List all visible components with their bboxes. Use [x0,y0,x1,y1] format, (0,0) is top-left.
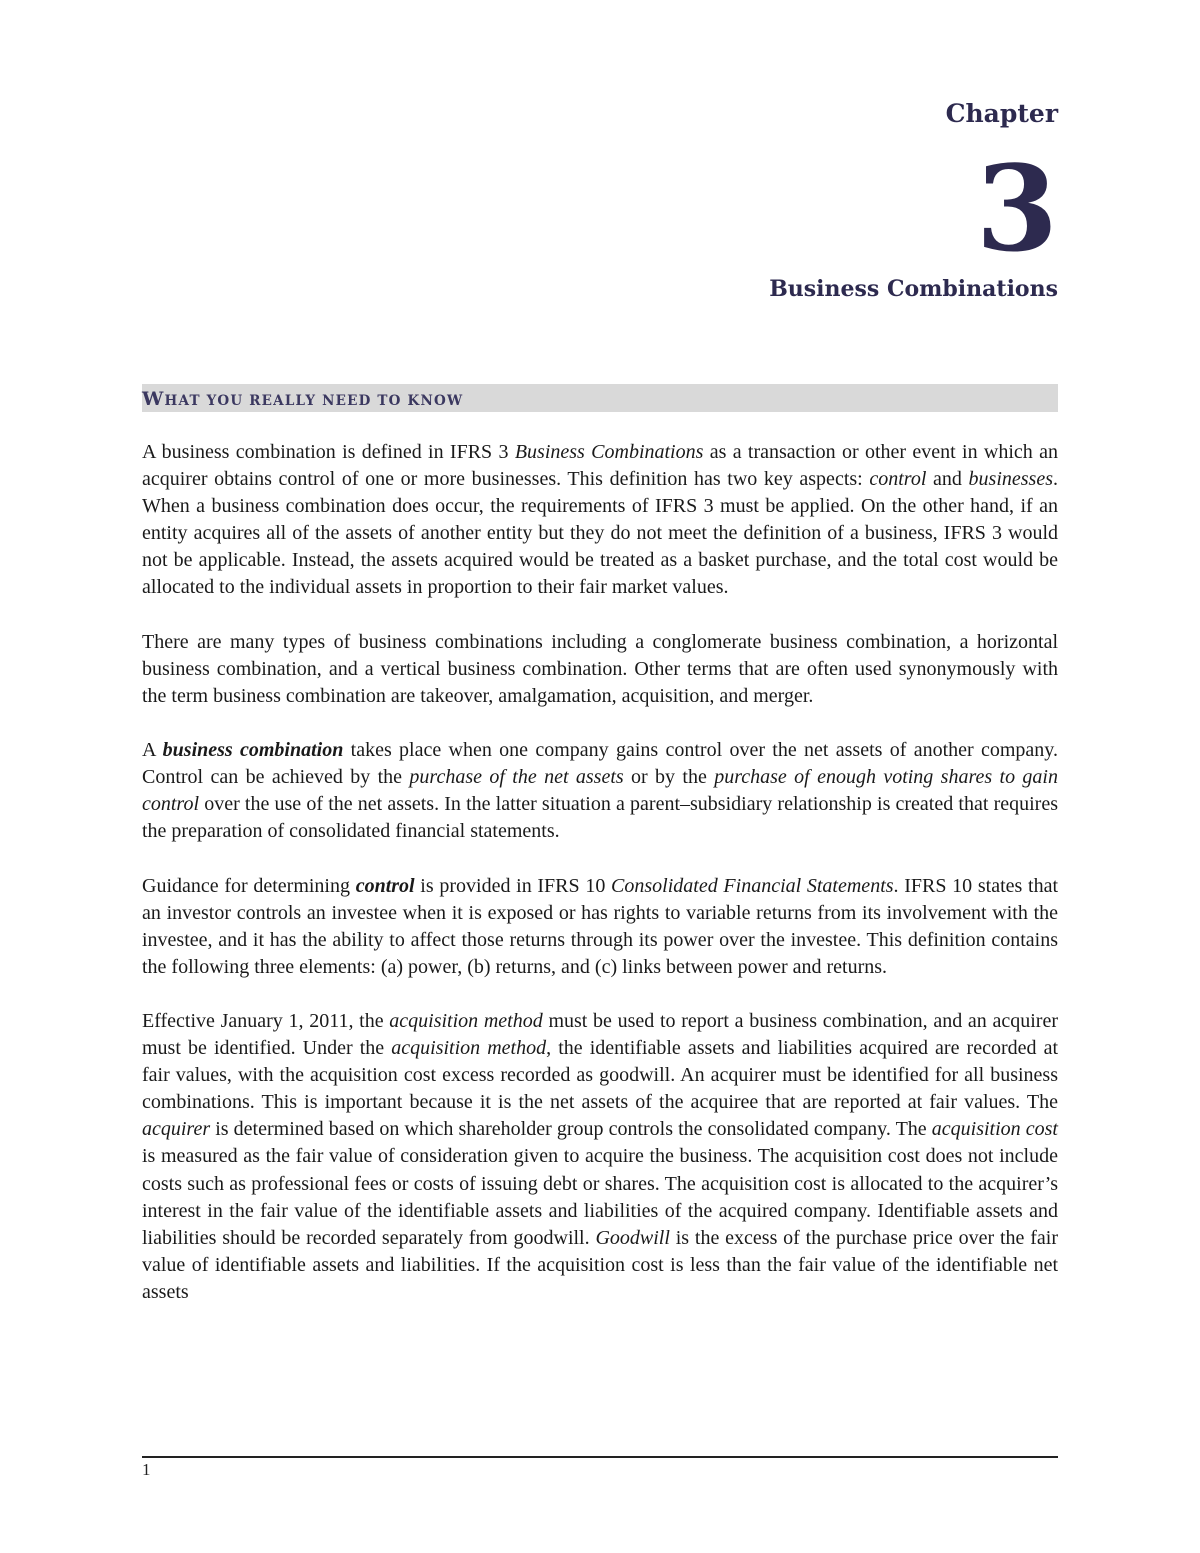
footer-rule [142,1456,1058,1458]
italic-term: control [869,468,927,491]
paragraph-2 [142,629,1058,710]
text-run: A [142,739,163,762]
text-run: . IFRS 10 states that an investor controls an investee when it is exposed or has rights to variable returns from its involvement with the investee, and it has the ability to affect those returns through its power over the investee. This definition contains the following three elements: (a) power, (b) returns, and (c) links between power and returns. [142,874,1058,978]
chapter-label: Chapter [945,99,1058,128]
bold-italic-term: business combination [162,739,344,762]
bold-italic-term: control [355,874,415,897]
text-run: There are many types of business combinations including a conglomerate business combination, a horizontal business combination, and a vertical business combination. Other terms that are often used synonymously with the term business combination are takeover, amalgamation, acquisition, and merger. [142,630,1058,707]
chapter-number: 3 [975,139,1058,278]
italic-term: acquirer [142,1118,211,1141]
section-heading-text: HAT YOU REALLY NEED TO KNOW [164,393,464,409]
italic-term: acquisition cost [931,1118,1058,1141]
paragraph-5 [142,1008,1058,1306]
text-run: takes place when one company gains control over the net assets of another company. Control can be achieved by the [142,739,1058,789]
page-number: 1 [142,1460,151,1479]
text-run: is the excess of the purchase price over the fair value of identifiable assets and liabilities. If the acquisition cost is less than the fair value of the identifiable net assets [142,1226,1059,1303]
italic-term: acquisition method [389,1009,543,1032]
section-heading-initial: W [142,388,165,410]
text-run: as a transaction or other event in which an acquirer obtains control of one or more businesses. This definition has two key aspects: [142,441,1059,491]
text-run: Effective January 1, 2011, the [142,1009,390,1032]
text-run: or by the [623,766,715,789]
text-run: is measured as the fair value of consideration given to acquire the business. The acquisition cost does not include costs such as professional fees or costs of issuing debt or shares. The acquisition cost is allocated to the acquirer’s interest in the fair value of the identifiable assets and liabilities of the acquired company. Identifiable assets and liabilities should be recorded separately from goodwill. [142,1145,1058,1249]
text-run: is provided in IFRS 10 [414,874,612,897]
section-heading [142,389,463,411]
italic-term: Business Combinations [514,441,704,463]
italic-term: purchase of enough voting shares to gain control [142,766,1058,816]
text-run: is determined based on which shareholder group controls the consolidated company. The [210,1118,932,1141]
italic-term: businesses [968,468,1053,491]
italic-term: acquisition method [391,1037,547,1060]
chapter-title: Business Combinations [769,276,1058,302]
text-run: . When a business combination does occur, the requirements of IFRS 3 must be applied. On the other hand, if an entity acquires all of the assets of another entity but they do not meet the definition of a business, IFRS 3 would not be applicable. Instead, the assets acquired would be treated as a basket purchase, and the total cost would be allocated to the individual assets in proportion to their fair market values. [142,468,1058,599]
paragraph-4 [142,873,1058,981]
text-run: must be used to report a business combination, and an acquirer must be identified. Under the [142,1009,1059,1060]
paragraph-3 [142,737,1058,845]
text-run: Guidance for determining [142,874,356,897]
text-run: over the use of the net assets. In the latter situation a parent–subsidiary relationship is created that requires the preparation of consolidated financial statements. [142,793,1058,843]
body-text [142,439,1058,1306]
paragraph-1 [142,439,1058,602]
text-run: , the identifiable assets and liabilities acquired are recorded at fair values, with the acquisition cost excess recorded as goodwill. An acquirer must be identified for all business combinations. This is important because it is the net assets of the acquiree that are reported at fair values. The [142,1037,1059,1114]
italic-term: Consolidated Financial Statements [611,874,894,897]
italic-term: purchase of the net assets [409,766,624,789]
text-run: and [926,468,969,491]
text-run: A business combination is defined in IFRS 3 [142,441,515,463]
italic-term: Goodwill [595,1226,670,1249]
